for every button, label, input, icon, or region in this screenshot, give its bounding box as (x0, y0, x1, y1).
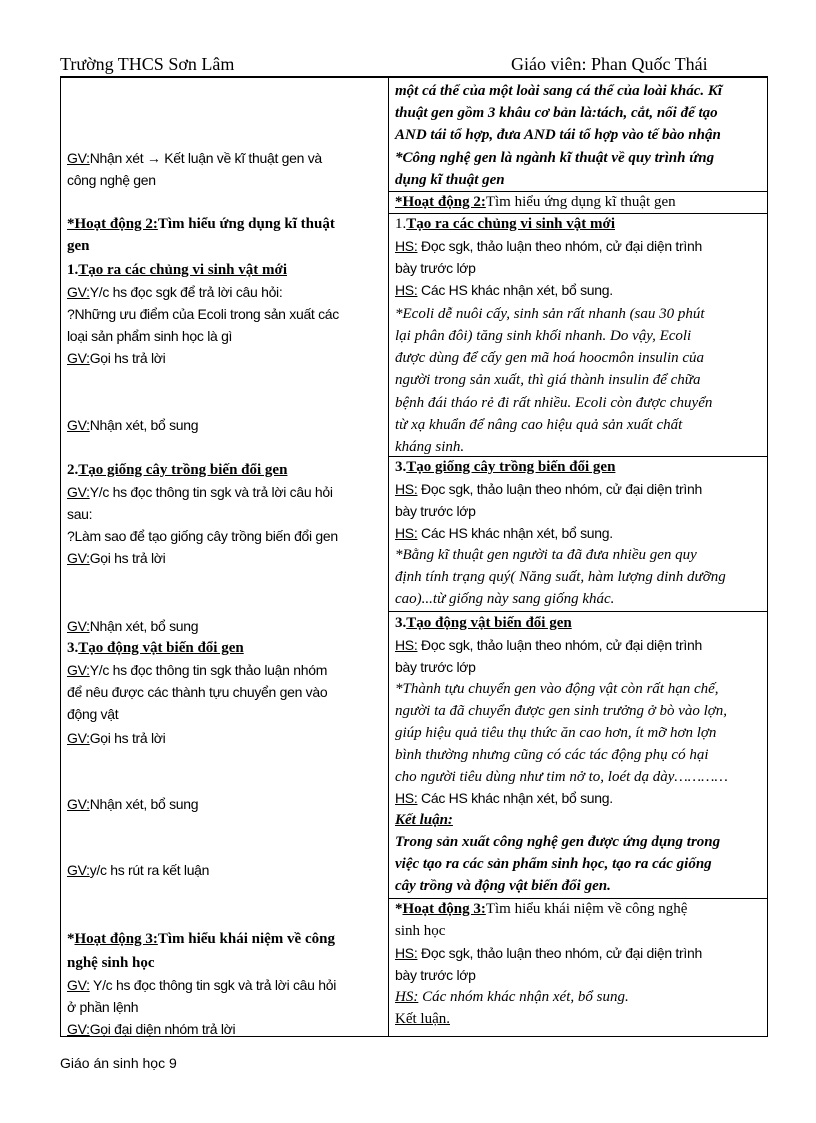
text-line: GV:Y/c hs đọc sgk để trả lời câu hỏi: (67, 284, 283, 300)
text-line: *Thành tựu chuyển gen vào động vật còn rất hạn chế, (395, 681, 719, 697)
text-line: giúp hiệu quả tiêu thụ thức ăn cao hơn, ít mỡ hơn lợn (395, 725, 717, 741)
header-school: Trường THCS Sơn Lâm (60, 54, 235, 74)
text-line: HS: Đọc sgk, thảo luận theo nhóm, cử đại diện trình (395, 481, 702, 497)
text-line: HS: Đọc sgk, thảo luận theo nhóm, cử đại diện trình (395, 637, 702, 653)
text-line: GV:Gọi hs trả lời (67, 550, 166, 566)
conclusion-text: Trong sản xuất công nghệ gen được ứng dụng trong (395, 834, 721, 850)
text-line: HS: Các HS khác nhận xét, bổ sung. (395, 790, 613, 806)
text-line: GV:Y/c hs đọc thông tin sgk và trả lời câu hỏi (67, 484, 333, 500)
text-line: thuật gen gồm 3 khâu cơ bản là:tách, cắt, nối để tạo (395, 105, 718, 121)
left-column-teacher-activities (60, 77, 389, 1037)
text-line: GV:Nhận xét, bổ sung (67, 618, 199, 634)
text-line: *Bằng kĩ thuật gen người ta đã đưa nhiều gen quy (395, 547, 697, 563)
text-line: GV:Nhận xét, bổ sung (67, 796, 199, 812)
text-line: bệnh đái tháo rẻ đi rất nhiều. Ecoli còn được chuyển (395, 395, 713, 411)
footer: Giáo án sinh học 9 (60, 1055, 177, 1071)
text-line: bày trước lớp (395, 659, 476, 675)
text-line: dụng kĩ thuật gen (395, 172, 505, 188)
text-line: GV:Nhận xét, bổ sung (67, 417, 199, 433)
text-line: GV:Gọi hs trả lời (67, 730, 166, 746)
section-heading-activity-3: *Hoạt động 3:Tìm hiểu khái niệm về công (67, 931, 335, 947)
text-line: HS: Các HS khác nhận xét, bổ sung. (395, 525, 613, 541)
subheading-microorganisms: 1.Tạo ra các chủng vi sinh vật mới (67, 262, 287, 278)
subheading-plants: 3.Tạo giống cây trồng biến đổi gen (395, 459, 616, 475)
text-line: HS: Các nhóm khác nhận xét, bổ sung. (395, 989, 629, 1005)
text-line: GV:Y/c hs đọc thông tin sgk thảo luận nhóm (67, 662, 328, 678)
section-heading-activity-3: *Hoạt động 3:Tìm hiểu khái niệm về công nghệ (395, 901, 688, 917)
conclusion-label: Kết luận: (395, 812, 453, 828)
text-line: lại phân đôi) tăng sinh khối nhanh. Do vậy, Ecoli (395, 328, 692, 344)
text-line: cao)...từ giống này sang giống khác. (395, 591, 615, 607)
text-line: GV:Gọi hs trả lời (67, 350, 166, 366)
subheading-animals: 3.Tạo động vật biến đổi gen (395, 615, 572, 631)
question-line: loại sản phẩm sinh học là gì (67, 328, 233, 344)
conclusion-label: Kết luận. (395, 1011, 450, 1027)
text-line: AND tái tổ hợp, đưa AND tái tổ hợp vào tế bào nhận (395, 127, 721, 143)
text-line: GV: Y/c hs đọc thông tin sgk và trả lời câu hỏi (67, 977, 337, 993)
text-line: bình thường nhưng cũng có các tác động phụ có hại (395, 747, 709, 763)
text-line: bày trước lớp (395, 260, 476, 276)
text-line: sinh học (395, 923, 446, 939)
text-line: cho người tiêu dùng như tim nở to, loét dạ dày………… (395, 769, 728, 785)
text-line: gen (67, 238, 90, 254)
section-heading-activity-2: *Hoạt động 2:Tìm hiểu ứng dụng kĩ thuật gen (395, 194, 676, 210)
question-line: ?Những ưu điểm của Ecoli trong sản xuất các (67, 306, 339, 322)
text-line: bày trước lớp (395, 967, 476, 983)
right-column-student-activities (388, 77, 768, 1037)
text-line: nghệ sinh học (67, 955, 155, 971)
text-line: kháng sinh. (395, 439, 465, 455)
text-line: động vật (67, 706, 119, 722)
subheading-animals: 3.Tạo động vật biến đổi gen (67, 640, 244, 656)
text-line: để nêu được các thành tựu chuyển gen vào (67, 684, 328, 700)
text-line: ở phần lệnh (67, 999, 139, 1015)
section-heading-activity-2: *Hoạt động 2:Tìm hiểu ứng dụng kĩ thuật (67, 216, 335, 232)
subheading-microorganisms: 1.Tạo ra các chủng vi sinh vật mới (395, 216, 615, 232)
conclusion-text: cây trồng và động vật biến đổi gen. (395, 878, 611, 894)
text-line: được dùng để cấy gen mã hoá hoocmôn insulin của (395, 350, 705, 366)
text-line: HS: Đọc sgk, thảo luận theo nhóm, cử đại diện trình (395, 945, 702, 961)
text-line: *Công nghệ gen là ngành kĩ thuật về quy trình ứng (395, 150, 715, 166)
text-line: HS: Các HS khác nhận xét, bổ sung. (395, 282, 613, 298)
text-line: công nghệ gen (67, 172, 156, 188)
text-line: người trong sản xuất, thì giá thành insulin để chữa (395, 372, 701, 388)
text-line: một cá thể của một loài sang cá thể của loài khác. Kĩ (395, 83, 723, 99)
text-line: HS: Đọc sgk, thảo luận theo nhóm, cử đại diện trình (395, 238, 702, 254)
conclusion-text: việc tạo ra các sản phẩm sinh học, tạo ra các giống (395, 856, 712, 872)
subheading-plants: 2.Tạo giống cây trồng biến đổi gen (67, 462, 288, 478)
text-line: người ta đã chuyển được gen sinh trưởng ở bò vào lợn, (395, 703, 728, 719)
question-line: ?Làm sao để tạo giống cây trồng biến đổi gen (67, 528, 338, 544)
header-teacher: Giáo viên: Phan Quốc Thái (511, 54, 708, 74)
text-line: GV:y/c hs rút ra kết luận (67, 862, 210, 878)
text-line: sau: (67, 506, 93, 522)
text-line: định tính trạng quý( Năng suất, hàm lượng dinh dưỡng (395, 569, 726, 585)
text-line: bày trước lớp (395, 503, 476, 519)
text-line: *Ecoli dễ nuôi cấy, sinh sản rất nhanh (sau 30 phút (395, 306, 705, 322)
text-line: từ xạ khuẩn để nâng cao hiệu quả sản xuất chất (395, 417, 683, 433)
text-line: GV:Gọi đại diện nhóm trả lời (67, 1021, 236, 1037)
text-line: GV:Nhận xét → Kết luận về kĩ thuật gen và (67, 150, 322, 166)
